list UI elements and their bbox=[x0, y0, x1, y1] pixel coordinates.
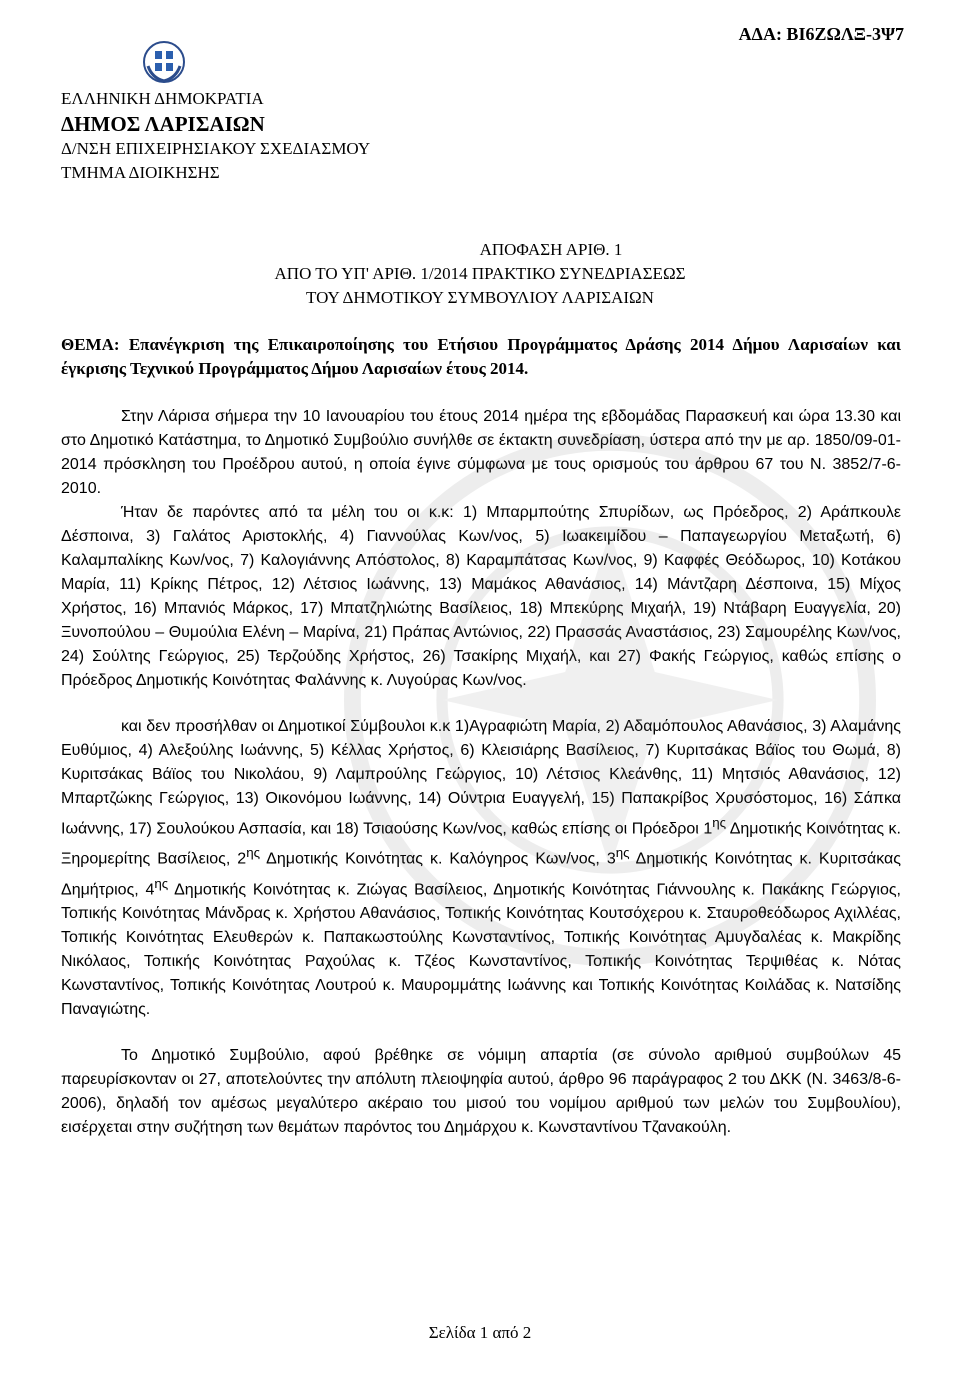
issuer-header bbox=[61, 87, 370, 185]
absent-text-5: Δημοτικής Κοινότητας κ. Ζιώγας Βασίλειος, Δημοτικής Κοινότητας Γιάννουλης κ. Πακάκης Γεώργιος, Τοπικής Κοινότητας Μάνδρας κ. Χρήστου Αθανάσιος, Τοπικής Κοινότητας Κουτσόχερου κ. Σταυροθεόδωρος Αχιλλέας, Τοπικής Κοινότητας Ελευθερών κ. Παπακωστούλης Κωνσταντίνος, Τοπικής Κοινότητας Αμυγδαλέας κ. Μακρίδης Νικόλαος, Τοπικής Κοινότητας Ραχούλας κ. Τζέος Κωνσταντίνος, Τοπικής Κοινότητας Τερψιθέας κ. Νότας Κωνσταντίνος, Τοπικής Κοινότητας Λουτρού κ. Μαυρομμάτης Ιωάννης και Τοπικής Κοινότητας Κοιλάδας κ. Νατσίδης Παναγιώτης. bbox=[61, 880, 902, 1018]
decision-title bbox=[0, 238, 960, 310]
absent-text-2: Δημοτικής Κοινότητας κ. Ξηρομερίτης Βασίλειος, 2 bbox=[61, 820, 901, 868]
ada-code: ΑΔΑ: ΒΙ6ΖΩΛΞ-3Ψ7 bbox=[738, 24, 904, 44]
republic-line: ΕΛΛΗΝΙΚΗ ΔΗΜΟΚΡΑΤΙΑ bbox=[61, 89, 264, 108]
ordinal-suffix: ης bbox=[615, 845, 630, 861]
page-number: Σελίδα 1 από 2 bbox=[428, 1323, 532, 1342]
meeting-paragraph: Στην Λάρισα σήμερα την 10 Ιανουαρίου του έτους 2014 ημέρα της εβδομάδας Παρασκευή και ώρα 13.30 και στο Δημοτικό Κατάστημα, το Δημοτικό Συμβούλιο συνήλθε σε έκτακτη συνεδρίαση, ύστερα από την με αρ. 1850/09-01-2014 πρόσκληση του Προέδρου αυτού, η οποία έγινε σύμφωνα με τους ορισμούς του άρθρου 67 του Ν. 3852/7-6-2010. bbox=[61, 408, 901, 497]
ordinal-suffix: ης bbox=[712, 815, 727, 830]
department-line: ΤΜΗΜΑ ΔΙΟΙΚΗΣΗΣ bbox=[61, 163, 220, 182]
present-members-paragraph: Ήταν δε παρόντες από τα μέλη του οι κ.κ: 1) Μπαρμπούτης Σπυρίδων, ως Πρόεδρος, 2) Αράπκουλε Δέσποινα, 3) Γαλάτος Αριστοκλής, 4) Γιαννούλας Κων/νος, 5) Ιωακειμίδου – Παπαγεωργίου Μεταξωτή, 6) Καλαμπαλίκης Κων/νος, 7) Καλογιάννης Απόστολος, 8) Καραμπάτσας Κων/νος, 9) Καφφές Θεόδωρος, 10) Κοτάκου Μαρία, 11) Κρίκης Πέτρος, 12) Λέτσιος Ιωάννης, 13) Μαμάκος Αθανάσιος, 14) Μάντζαρη Δέσποινα, 15) Μίχος Χρήστος, 16) Μπανιός Μάρκος, 17) Μπατζηλιώτης Βασίλειος, 18) Μπεκύρης Μιχαήλ, 19) Ντάβαρη Ευαγγελία, 20) Ξυνοπούλου – Θυμούλια Ελένη – Μαρίνα, 21) Πράπας Αντώνιος, 22) Πρασσάς Αναστάσιος, 23) Σαμουρέλης Κων/νος, 24) Σούλτης Γεώργιος, 25) Τερζούδης Χρήστος, 26) Τσακίρης Μιχαήλ, και 27) Φακής Γεώργιος, καθώς επίσης ο Πρόεδρος Δημοτικής Κοινότητας Φαλάννης κ. Λυγούρας Κων/νος. bbox=[61, 504, 901, 689]
absent-text-1: και δεν προσήλθαν οι Δημοτικοί Σύμβουλοι κ.κ 1)Αγραφιώτη Μαρία, 2) Αδαμόπουλος Αθανάσιος, 3) Αλαμάνης Ευθύμιος, 4) Αλεξούλης Ιωάννης, 5) Κέλλας Χρήστος, 6) Κλεισιάρης Βασίλειος, 7) Κυριτσάκας Βάϊος του Θωμά, 8) Κυριτσάκας Βάϊος του Νικολάου, 9) Λαμπρούλης Γεώργιος, 10) Λέτσιος Κλεάνθης, 11) Μητσιός Αθανάσιος, 12) Μπαρτζώκης Γεώργιος, 13) Οικονόμου Ιωάννης, 14) Ούντρια Ευαγγελή, 15) Παπακρίβος Χρυσόστομος, 16) Σάπκα Ιωάννης, 17) Σουλούκου Ασπασία, και 18) Τσιαούσης Κων/νος, καθώς επίσης οι Πρόεδροι 1 bbox=[61, 718, 901, 838]
quorum-paragraph: Το Δημοτικό Συμβούλιο, αφού βρέθηκε σε νόμιμη απαρτία (σε σύνολο αριθμού συμβούλων 45 παρευρίσκονταν οι 27, αποτελούντες την απόλυτη πλειοψηφία αυτού, άρθρο 96 παράγραφος 2 του ΔΚΚ (Ν. 3463/8-6-2006), δηλαδή τον αμέσως μεγαλύτερο ακέραιο του μισού του νομίμου αριθμού των μελών του Συμβουλίου), εισέρχεται στην συζήτηση των θεμάτων παρόντος του Δημάρχου κ. Κωνσταντίνου Τζανακούλη. bbox=[61, 1046, 901, 1136]
greek-emblem-icon bbox=[142, 40, 186, 84]
subject-heading: ΘΕΜΑ: Επανέγκριση της Επικαιροποίησης του Ετήσιου Προγράμματος Δράσης 2014 Δήμου Λαρισαίων και έγκρισης Τεχνικού Προγράμματος Δήμου Λαρισαίων έτους 2014. bbox=[61, 335, 901, 378]
document-body bbox=[61, 405, 901, 1140]
ordinal-suffix: ης bbox=[246, 845, 261, 861]
municipality-line: ΔΗΜΟΣ ΛΑΡΙΣΑΙΩΝ bbox=[61, 112, 265, 136]
council-name: ΤΟΥ ΔΗΜΟΤΙΚΟΥ ΣΥΜΒΟΥΛΙΟΥ ΛΑΡΙΣΑΙΩΝ bbox=[306, 288, 654, 307]
absent-text-4: Δημοτικής Κοινότητας κ. Κυριτσάκας Δημήτριος, 4 bbox=[61, 850, 901, 898]
minutes-reference: ΑΠΟ ΤΟ ΥΠ' ΑΡΙΘ. 1/2014 ΠΡΑΚΤΙΚΟ ΣΥΝΕΔΡΙΑΣΕΩΣ bbox=[274, 264, 686, 283]
absent-text-3: Δημοτικής Κοινότητας κ. Καλόγηρος Κων/νος, 3 bbox=[260, 850, 616, 868]
absent-members-paragraph bbox=[61, 715, 901, 1022]
directorate-line: Δ/ΝΣΗ ΕΠΙΧΕΙΡΗΣΙΑΚΟΥ ΣΧΕΔΙΑΣΜΟΥ bbox=[61, 139, 371, 158]
decision-number: ΑΠΟΦΑΣΗ ΑΡΙΘ. 1 bbox=[479, 240, 623, 259]
ordinal-suffix: ης bbox=[154, 875, 169, 891]
